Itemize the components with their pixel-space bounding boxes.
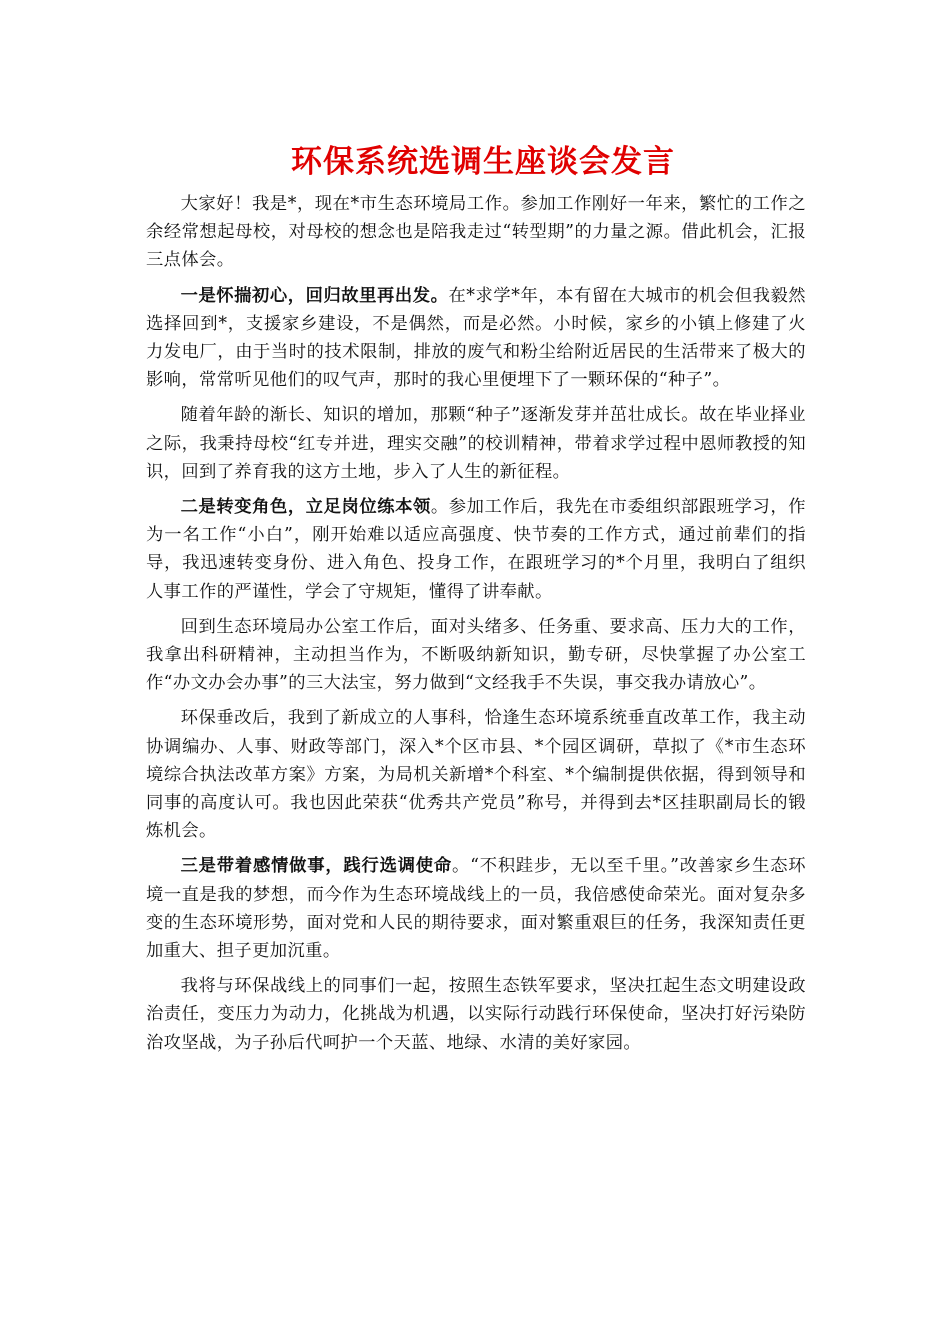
paragraph-8 <box>146 972 806 1057</box>
paragraph-text: 大家好！我是*，现在*市生态环境局工作。参加工作刚好一年来，繁忙的工作之余经常想起母校，对母校的想念也是陪我走过“转型期”的力量之源。借此机会，汇报三点体会。 <box>146 194 806 271</box>
paragraph-text: 随着年龄的渐长、知识的增加，那颗“种子”逐渐发芽并茁壮成长。故在毕业择业之际，我秉持母校“红专并进，理实交融”的校训精神，带着求学过程中恩师教授的知识，回到了养育我的这方土地，步入了人生的新征程。 <box>146 405 806 482</box>
paragraph-5 <box>146 613 806 698</box>
paragraph-text: 。“不积跬步，无以至千里。”改善家乡生态环境一直是我的梦想，而今作为生态环境战线上的一员，我倍感使命荣光。面对复杂多变的生态环境形势，面对党和人民的期待要求，面对繁重艰巨的任务，我深知责任更加重大、担子更加沉重。 <box>146 856 806 962</box>
paragraph-text: 我将与环保战线上的同事们一起，按照生态铁军要求，坚决扛起生态文明建设政治责任，变压力为动力，化挑战为机遇，以实际行动践行环保使命，坚决打好污染防治攻坚战，为子孙后代呵护一个天蓝、地绿、水清的美好家园。 <box>146 976 806 1053</box>
paragraph-2 <box>146 282 806 395</box>
paragraph-text: 环保垂改后，我到了新成立的人事科，恰逢生态环境系统垂直改革工作，我主动协调编办、人事、财政等部门，深入*个区市县、*个园区调研，草拟了《*市生态环境综合执法改革方案》方案，为局机关新增*个科室、*个编制提供依据，得到领导和同事的高度认可。我也因此荣获“优秀共产党员”称号，并得到去*区挂职副局长的锻炼机会。 <box>146 708 806 842</box>
paragraph-7 <box>146 852 806 965</box>
document-body <box>146 190 806 1057</box>
paragraph-6 <box>146 704 806 845</box>
paragraph-lead: 一是怀揣初心，回归故里再出发。 <box>180 285 449 306</box>
paragraph-text: 在*求学*年，本有留在大城市的机会但我毅然选择回到*，支援家乡建设，不是偶然，而是必然。小时候，家乡的小镇上修建了火力发电厂，由于当时的技术限制，排放的废气和粉尘给附近居民的生活带来了极大的影响，常常听见他们的叹气声，那时的我心里便埋下了一颗环保的“种子”。 <box>146 285 806 391</box>
paragraph-text: 。参加工作后，我先在市委组织部跟班学习，作为一名工作“小白”，刚开始难以适应高强度、快节奏的工作方式，通过前辈们的指导，我迅速转变身份、进入角色、投身工作，在跟班学习的*个月里，我明白了组织人事工作的严谨性，学会了守规矩，懂得了讲奉献。 <box>146 497 806 602</box>
paragraph-1 <box>146 190 806 275</box>
document-title: 环保系统选调生座谈会发言 <box>291 144 675 180</box>
document-page <box>146 140 806 1064</box>
paragraph-text: 回到生态环境局办公室工作后，面对头绪多、任务重、要求高、压力大的工作，我拿出科研精神，主动担当作为，不断吸纳新知识，勤专研，尽快掌握了办公室工作“办文办会办事”的三大法宝，努力做到“文经我手不失误，事交我办请放心”。 <box>146 616 806 694</box>
paragraph-4 <box>146 493 806 606</box>
paragraph-3 <box>146 401 806 486</box>
paragraph-lead: 二是转变角色，立足岗位练本领 <box>180 497 431 518</box>
paragraph-lead: 三是带着感情做事，践行选调使命 <box>180 856 452 877</box>
